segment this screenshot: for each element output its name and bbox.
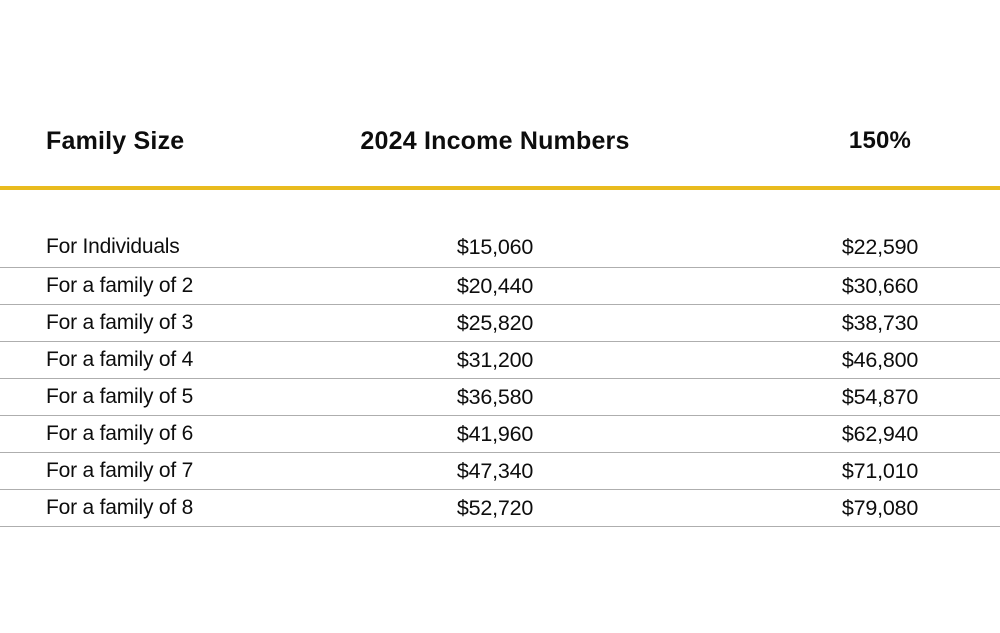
- row-label: For a family of 2: [46, 274, 194, 297]
- pct150-value: $79,080: [841, 495, 919, 520]
- row-label: For Individuals: [46, 235, 180, 258]
- income-value: $36,580: [456, 384, 534, 409]
- table-row-family-of-5: [0, 379, 1000, 416]
- column-header-2024-income-numbers: 2024 Income Numbers: [360, 126, 630, 155]
- income-value: $52,720: [456, 495, 534, 520]
- pct150-value: $22,590: [841, 234, 919, 259]
- income-value: $25,820: [456, 310, 534, 335]
- income-value: $47,340: [456, 458, 534, 483]
- table-row-family-of-6: [0, 416, 1000, 453]
- table-row-family-of-2: [0, 268, 1000, 305]
- table-row-family-of-8: [0, 490, 1000, 527]
- table-row-family-of-3: [0, 305, 1000, 342]
- income-value: $20,440: [456, 273, 534, 298]
- row-label: For a family of 4: [46, 348, 194, 371]
- column-header-family-size: Family Size: [46, 126, 185, 155]
- column-header-150-percent: 150%: [848, 127, 912, 154]
- pct150-value: $38,730: [841, 310, 919, 335]
- header-divider-line: [0, 186, 1000, 190]
- row-label: For a family of 8: [46, 496, 194, 519]
- row-label: For a family of 6: [46, 422, 194, 445]
- row-label: For a family of 7: [46, 459, 194, 482]
- pct150-value: $62,940: [841, 421, 919, 446]
- income-value: $15,060: [456, 234, 534, 259]
- table-row-individuals: [0, 227, 1000, 268]
- pct150-value: $30,660: [841, 273, 919, 298]
- table-header-row: [0, 123, 1000, 159]
- income-value: $41,960: [456, 421, 534, 446]
- table-row-family-of-4: [0, 342, 1000, 379]
- pct150-value: $71,010: [841, 458, 919, 483]
- table-row-family-of-7: [0, 453, 1000, 490]
- income-value: $31,200: [456, 347, 534, 372]
- pct150-value: $54,870: [841, 384, 919, 409]
- pct150-value: $46,800: [841, 347, 919, 372]
- table-body: [0, 227, 1000, 527]
- row-label: For a family of 5: [46, 385, 194, 408]
- row-label: For a family of 3: [46, 311, 194, 334]
